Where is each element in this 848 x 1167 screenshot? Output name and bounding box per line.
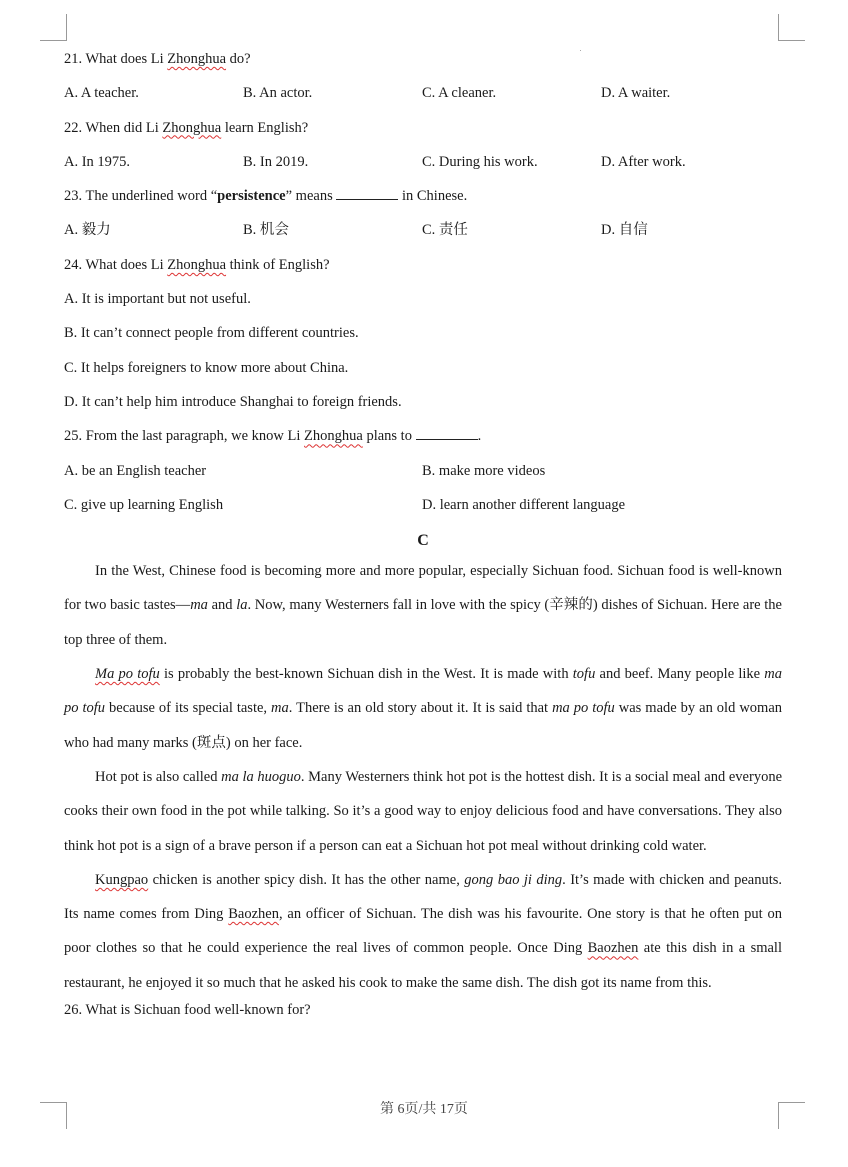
question-26-stem: 26. What is Sichuan food well-known for? bbox=[64, 1002, 311, 1019]
passage-paragraph-3 bbox=[64, 760, 782, 863]
italic-word: Ma po tofu bbox=[95, 666, 160, 683]
question-text: . bbox=[477, 428, 482, 445]
text: was made by an old woman who had many marks (斑点) on her face. bbox=[64, 700, 783, 751]
italic-word: ma po tofu bbox=[64, 666, 783, 717]
text: In the West, Chinese food is becoming more and more popular, especially Sichuan food. Sichuan food is well-known for two basic tastes— bbox=[64, 563, 782, 614]
italic-word: tofu bbox=[572, 666, 596, 683]
option-c: C. A cleaner. bbox=[422, 85, 497, 102]
text: is probably the best-known Sichuan dish in the West. It is made with bbox=[159, 666, 573, 683]
question-text: think of English? bbox=[226, 256, 330, 273]
question-25-options-row-1 bbox=[64, 460, 782, 494]
question-text: 21. What does Li bbox=[64, 51, 168, 67]
passage-paragraph-4 bbox=[64, 863, 782, 1000]
text: . It’s made with chicken and peanuts. Its name comes from Ding bbox=[64, 871, 782, 923]
option-c: C. It helps foreigners to know more about China. bbox=[64, 359, 349, 376]
option-b: B. make more videos bbox=[422, 462, 546, 479]
name-word: Kungpao bbox=[95, 871, 149, 888]
option-a: A. In 1975. bbox=[64, 153, 131, 170]
italic-word: ma bbox=[271, 700, 289, 717]
bold-word: persistence bbox=[217, 188, 286, 205]
name-word: Baozhen bbox=[228, 906, 279, 923]
option-a: A. A teacher. bbox=[64, 85, 139, 102]
question-25-stem bbox=[64, 425, 782, 459]
crop-mark-top-left bbox=[40, 14, 67, 41]
section-title: C bbox=[417, 532, 429, 550]
question-23-options bbox=[64, 219, 782, 253]
question-22-stem bbox=[64, 117, 782, 151]
italic-word: la bbox=[236, 597, 248, 614]
italic-word: ma bbox=[190, 597, 208, 614]
question-21-options bbox=[64, 82, 782, 116]
option-a: A. be an English teacher bbox=[64, 462, 207, 479]
italic-word: ma la huoguo bbox=[221, 768, 301, 785]
option-b: B. In 2019. bbox=[243, 153, 309, 170]
option-b: B. An actor. bbox=[243, 85, 313, 102]
option-b: B. 机会 bbox=[243, 222, 289, 239]
question-text: 24. What does Li bbox=[64, 256, 168, 273]
page-number: 第 6页/共 17页 bbox=[380, 1102, 468, 1117]
name-word: Baozhen bbox=[587, 940, 639, 957]
question-text: learn English? bbox=[221, 119, 309, 136]
option-a: A. 毅力 bbox=[64, 222, 111, 239]
question-text: 25. From the last paragraph, we know Li bbox=[64, 428, 305, 445]
answer-blank bbox=[336, 185, 398, 200]
name-word: Zhonghua bbox=[167, 256, 227, 273]
option-c: C. During his work. bbox=[422, 153, 538, 170]
text: chicken is another spicy dish. It has the other name, bbox=[148, 871, 465, 888]
question-21-stem bbox=[64, 48, 782, 82]
passage bbox=[64, 554, 782, 1000]
text: ate this dish in a small restaurant, he enjoyed it so much that he asked his cook to make the same dish. The dish got its name from this. bbox=[64, 940, 782, 991]
text: Hot pot is also called bbox=[95, 768, 222, 785]
text: . Now, many Westerners fall in love with the spicy (辛辣的) dishes of Sichuan. Here are the top three of them. bbox=[64, 597, 782, 648]
question-text: plans to bbox=[362, 428, 416, 445]
option-d: D. learn another different language bbox=[422, 496, 626, 513]
text: . Many Westerners think hot pot is the hottest dish. It is a social meal and everyone cooks their own food in the pot while talking. So it’s a good way to enjoy delicious food and have conversations. They also think hot pot is a sign of a brave person if a person can eat a Sichuan hot pot meal without drinking cold water. bbox=[64, 768, 783, 854]
text: and bbox=[207, 597, 237, 614]
option-c: C. 责任 bbox=[422, 222, 468, 239]
text: . There is an old story about it. It is said that bbox=[288, 700, 553, 717]
question-22-options bbox=[64, 151, 782, 185]
option-d: D. 自信 bbox=[601, 222, 648, 239]
name-word: Zhonghua bbox=[162, 119, 222, 136]
italic-word: ma po tofu bbox=[552, 700, 615, 717]
italic-word: gong bao ji ding bbox=[464, 871, 563, 888]
question-text: 22. When did Li bbox=[64, 119, 163, 136]
option-d: D. A waiter. bbox=[601, 85, 671, 102]
question-text: in Chinese. bbox=[398, 188, 468, 205]
page-content bbox=[64, 48, 782, 1033]
name-word: Zhonghua bbox=[304, 428, 363, 445]
text: , an officer of Sichuan. The dish was his favourite. One story is that he often put on poor clothes so that he could experience the real lives of common people. Once Ding bbox=[64, 906, 782, 957]
option-c: C. give up learning English bbox=[64, 496, 224, 513]
option-a: A. It is important but not useful. bbox=[64, 291, 251, 308]
passage-paragraph-1 bbox=[64, 554, 782, 657]
option-d: D. After work. bbox=[601, 153, 686, 170]
name-word: Zhonghua bbox=[167, 51, 227, 67]
question-text: do? bbox=[226, 51, 251, 67]
answer-blank bbox=[416, 425, 478, 440]
question-text: 23. The underlined word “ bbox=[64, 188, 218, 205]
option-d: D. It can’t help him introduce Shanghai to foreign friends. bbox=[64, 393, 402, 410]
question-text: ” means bbox=[285, 188, 337, 205]
crop-mark-top-right bbox=[778, 14, 805, 41]
question-23-stem bbox=[64, 185, 782, 219]
passage-paragraph-2 bbox=[64, 657, 782, 760]
text: and beef. Many people like bbox=[595, 666, 765, 683]
question-24-stem bbox=[64, 254, 782, 288]
text: because of its special taste, bbox=[105, 700, 272, 717]
option-b: B. It can’t connect people from different countries. bbox=[64, 325, 359, 342]
question-25-options-row-2 bbox=[64, 494, 782, 528]
